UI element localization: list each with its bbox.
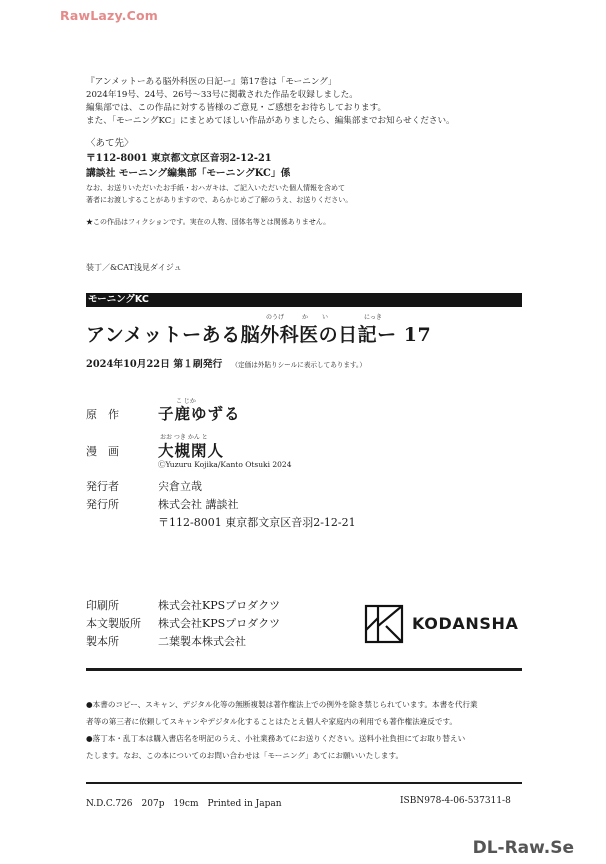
body-label: 本文製版所 [86, 617, 141, 630]
notice-block [86, 76, 455, 128]
body-value: 株式会社KPSプロダクツ [158, 617, 281, 630]
kodansha-mark-icon [364, 604, 404, 644]
copyright-line: ⒸYuzuru Kojika/Kanto Otsuki 2024 [158, 460, 292, 469]
kodansha-logo-text: KODANSHA [412, 614, 519, 633]
notice-line: 2024年19号、24号、26号〜33号に掲載された作品を収録しました。 [86, 90, 358, 100]
privacy-line: 著者にお渡しすることがありますので、あらかじめご了解のうえ、お送りください。 [86, 196, 353, 204]
ruby-nouge: のうげ [266, 314, 285, 321]
manga-label: 漫 画 [86, 445, 119, 458]
price-note: （定価は外貼りシールに表示してあります。） [231, 361, 366, 369]
publisher-person-value: 宍倉立哉 [158, 480, 202, 493]
notice-line: 『アンメットーある脳外科医の日記ー』第17巻は「モーニング」 [86, 77, 337, 87]
manga-artist: 大槻閑人 [158, 441, 225, 460]
book-title: アンメットーある脳外科医の日記ー 17 [86, 324, 432, 346]
bottom-divider [86, 782, 522, 784]
isbn-line: ISBN978-4-06-537311-8 [400, 796, 511, 806]
issue-line [86, 352, 366, 371]
address-postal: 〒112-8001 東京都文京区音羽2-12-21 [86, 153, 272, 164]
ruby-ka: か [302, 314, 309, 321]
manga-ruby: おお つき かん と [160, 434, 208, 441]
legal-line: ●落丁本・乱丁本は購入書店名を明記のうえ、小社業務あてにお送りください。送料小社負担にてお取り替えい [86, 734, 466, 743]
publisher-person-label: 発行者 [86, 480, 119, 493]
binder-label: 製本所 [86, 635, 119, 648]
legal-block [86, 696, 478, 764]
notice-line: また、「モーニングKC」にまとめてほしい作品がありましたら、編集部までお知らせください。 [86, 116, 455, 126]
ruby-i: い [322, 314, 329, 321]
printer-label: 印刷所 [86, 599, 119, 612]
ndc-line: N.D.C.726 207p 19cm Printed in Japan [86, 799, 282, 809]
notice-line: 編集部では、この作品に対する皆様のご意見・ご感想をお待ちしております。 [86, 103, 387, 113]
privacy-line: なお、お送りいただいたお手紙・おハガキは、ご記入いただいた個人情報を含めて [86, 184, 345, 192]
address-dept: 講談社 モーニング編集部「モーニングKC」係 [86, 168, 291, 179]
watermark-top: RawLazy.Com [60, 8, 159, 23]
address-heading: 〈あて先〉 [86, 138, 134, 149]
legal-line: たします。なお、この本についてのお問い合わせは「モーニング」あてにお願いいたします。 [86, 751, 404, 760]
publisher-label: 発行所 [86, 498, 119, 511]
publisher-value: 株式会社 講談社 [158, 498, 239, 511]
top-divider [86, 668, 522, 671]
legal-line: ●本書のコピー、スキャン、デジタル化等の無断複製は著作権法上での例外を除き禁じられています。本書を代行業 [86, 700, 478, 709]
watermark-bottom: DL-Raw.Se [472, 838, 574, 858]
original-label: 原 作 [86, 408, 119, 421]
publisher-address: 〒112-8001 東京都文京区音羽2-12-21 [158, 516, 356, 529]
original-author: 子鹿ゆずる [158, 404, 241, 423]
original-ruby: こ じか [176, 398, 196, 405]
printer-value: 株式会社KPSプロダクツ [158, 599, 281, 612]
design-credit: 装丁／&CAT浅見ダイジュ [86, 263, 182, 272]
issue-date: 2024年10月22日 第１刷発行 [86, 359, 223, 370]
binder-value: 二葉製本株式会社 [158, 635, 246, 648]
fiction-note: ★この作品はフィクションです。実在の人物、団体名等とは関係ありません。 [86, 218, 331, 226]
label-bar [86, 293, 522, 307]
label-bar-text: モーニングKC [88, 294, 149, 305]
legal-line: 者等の第三者に依頼してスキャンやデジタル化することはたとえ個人や家庭内の利用でも著作権法違反です。 [86, 717, 458, 726]
ruby-nikki: にっき [364, 314, 382, 321]
address-block [86, 136, 352, 206]
